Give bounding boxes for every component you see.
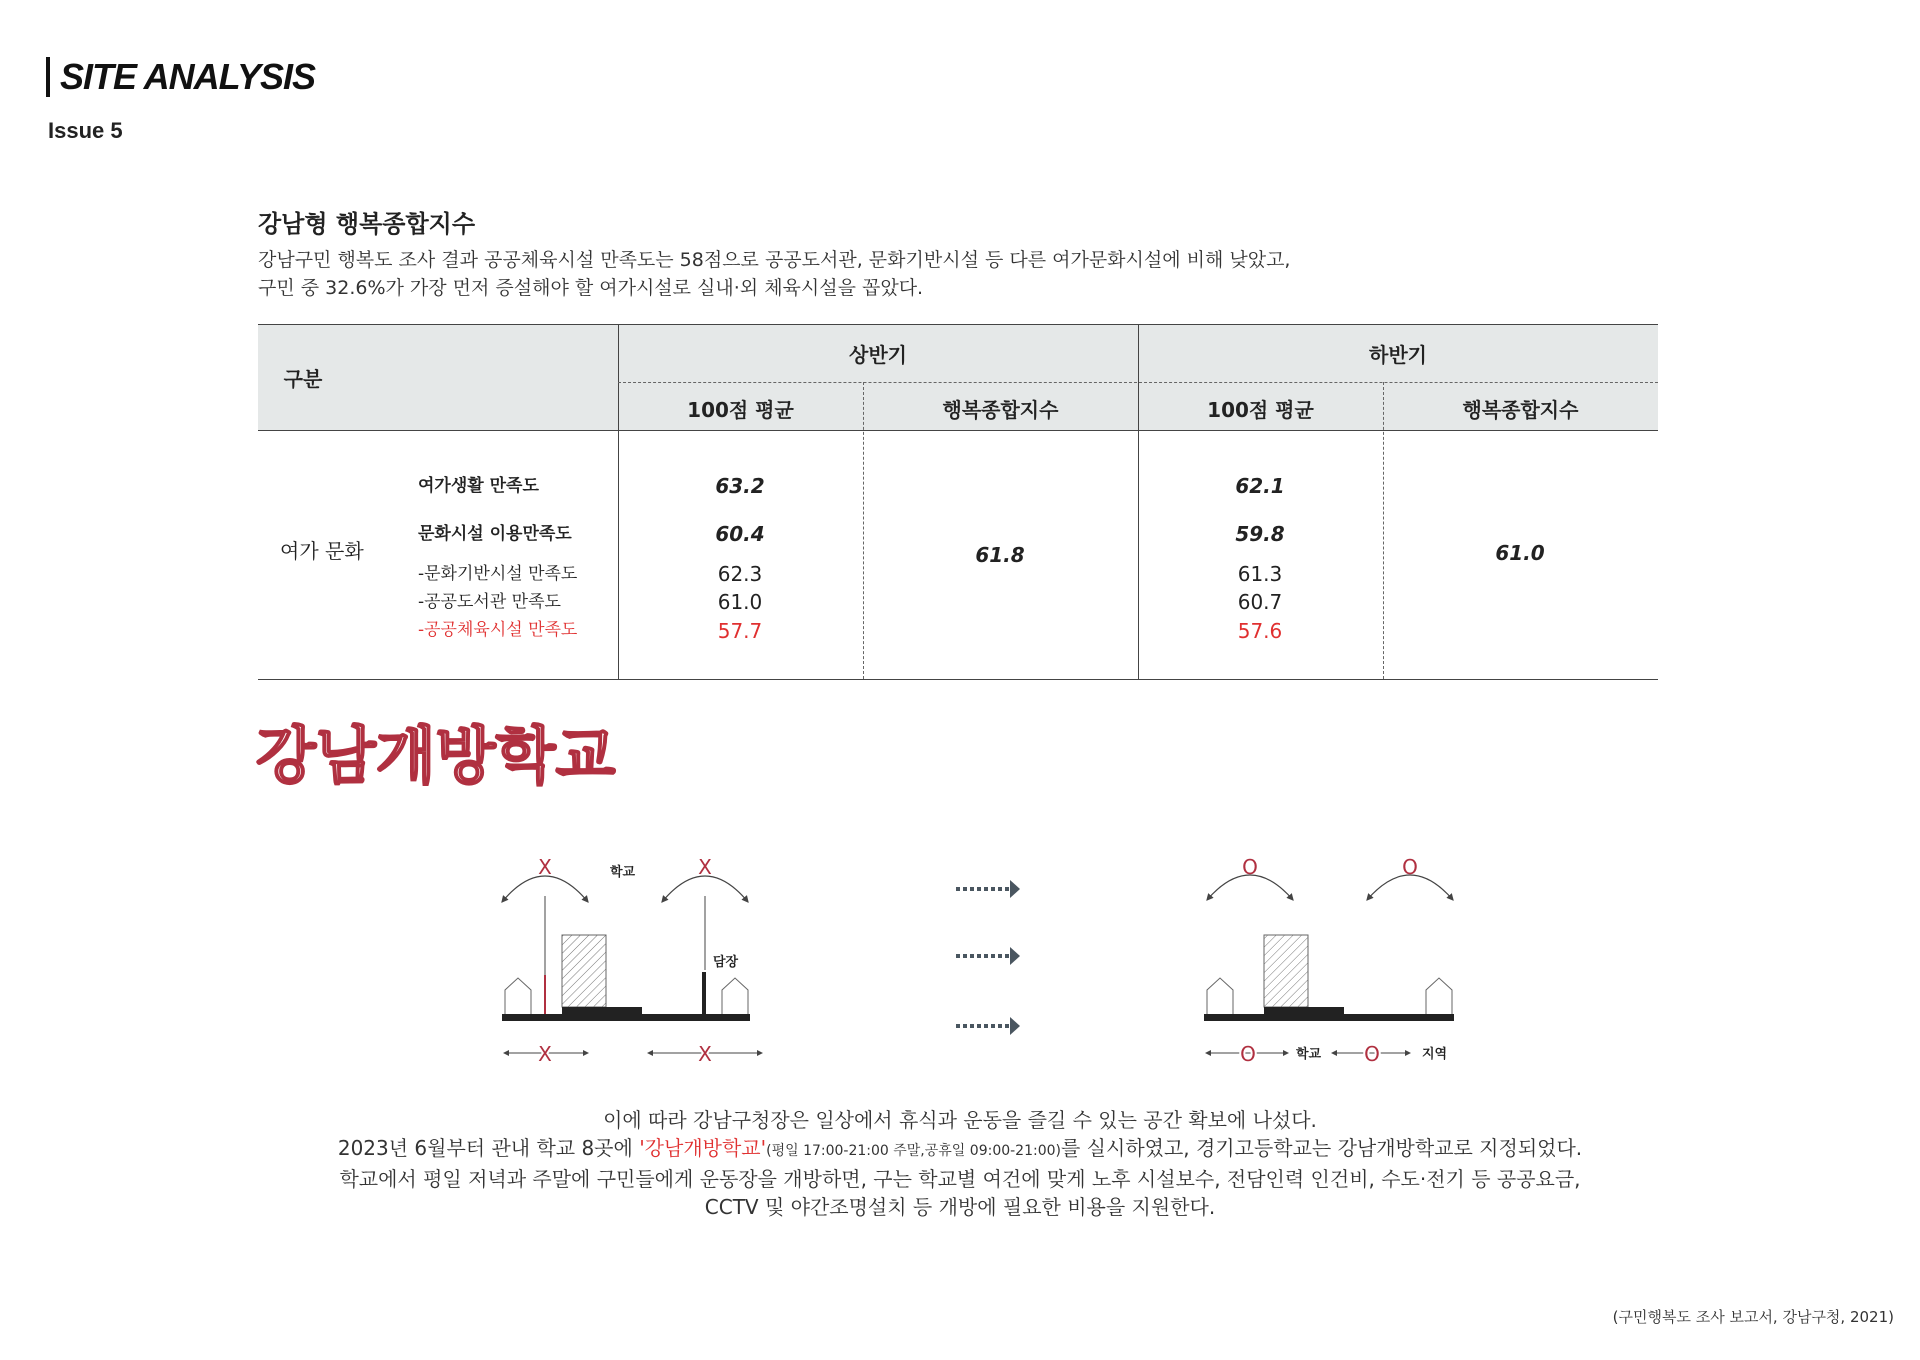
value-cell: 61.0 — [717, 590, 763, 614]
open-school-title: 강남개방학교 — [256, 719, 616, 792]
blocked-mark: X — [538, 1042, 552, 1066]
open-mark: O — [1364, 1042, 1380, 1066]
open-mark: O — [1240, 1042, 1256, 1066]
issue-label: Issue 5 — [48, 118, 123, 143]
header-divider — [618, 382, 1658, 383]
ground — [1204, 1014, 1454, 1021]
value-cell: 59.8 — [1235, 522, 1285, 546]
ground — [502, 1014, 750, 1021]
paragraph-text: 2023년 6월부터 관내 학교 8곳에 — [337, 1136, 640, 1160]
school-building — [1264, 935, 1308, 1007]
value-cell: 62.3 — [717, 562, 763, 586]
wall-label: 담장 — [713, 955, 739, 970]
open-mark: O — [1402, 855, 1418, 879]
index-header: 행복종합지수 — [942, 398, 1059, 422]
first-half-header: 상반기 — [849, 343, 907, 367]
index-value: 61.0 — [1495, 541, 1545, 565]
arrow-right-icon — [1010, 1017, 1020, 1035]
school-building — [562, 935, 606, 1007]
value-cell: 61.3 — [1237, 562, 1283, 586]
section-description — [258, 246, 1290, 302]
section-title: 강남형 행복종합지수 — [258, 210, 476, 238]
column-divider — [1138, 325, 1139, 679]
region-label: 지역 — [1422, 1047, 1448, 1062]
house-icon — [722, 978, 748, 1015]
house-icon — [1207, 978, 1233, 1015]
blocked-mark: X — [538, 855, 552, 879]
group-label: 여가 문화 — [280, 539, 364, 563]
school-base — [562, 1007, 642, 1015]
house-icon — [505, 978, 531, 1015]
value-cell: 60.4 — [715, 522, 765, 546]
happiness-index-table — [258, 324, 1658, 680]
index-value: 61.8 — [975, 543, 1025, 567]
schedule-text: (평일 17:00-21:00 주말,공휴일 09:00-21:00) — [766, 1143, 1061, 1159]
row-label: -공공도서관 만족도 — [418, 592, 561, 612]
column-divider — [618, 325, 619, 679]
column-divider — [863, 382, 864, 679]
description-line: 강남구민 행복도 조사 결과 공공체육시설 만족도는 58점으로 공공도서관, 문화기반시설 등 다른 여가문화시설에 비해 낮았고, — [258, 249, 1291, 271]
school-label: 학교 — [610, 865, 636, 880]
open-mark: O — [1242, 855, 1258, 879]
paragraph-line: CCTV 및 야간조명설치 등 개방에 필요한 비용을 지원한다. — [704, 1195, 1216, 1219]
arrow-right-icon — [1010, 947, 1020, 965]
value-cell: 62.1 — [1235, 474, 1285, 498]
value-cell-highlight: 57.6 — [1237, 619, 1283, 643]
page-title-text: SITE ANALYSIS — [60, 56, 316, 97]
column-divider — [1383, 382, 1384, 679]
school-label: 학교 — [1296, 1047, 1322, 1062]
paragraph-line: 학교에서 평일 저녁과 주말에 구민들에게 운동장을 개방하면, 구는 학교별 여건에 맞게 노후 시설보수, 전담인력 인건비, 수도·전기 등 공공요금, — [339, 1167, 1581, 1191]
arrow-right-icon — [1010, 880, 1020, 898]
house-icon — [1426, 978, 1452, 1015]
after-scene — [1204, 855, 1454, 1066]
value-cell-highlight: 57.7 — [717, 619, 763, 643]
body-paragraph — [0, 1106, 1920, 1221]
value-cell: 63.2 — [715, 474, 765, 498]
row-label: 여가생활 만족도 — [418, 476, 539, 496]
row-label: -문화기반시설 만족도 — [418, 564, 578, 584]
before-scene — [502, 855, 762, 1066]
page-title — [46, 56, 315, 98]
blocked-mark: X — [698, 855, 712, 879]
highlight-text: '강남개방학교' — [639, 1136, 767, 1160]
title-bar-divider — [46, 57, 50, 97]
paragraph-text: 를 실시하였고, 경기고등학교는 강남개방학교로 지정되었다. — [1061, 1136, 1583, 1160]
value-cell: 60.7 — [1237, 590, 1283, 614]
transition-arrows — [956, 880, 1020, 1035]
row-label: 문화시설 이용만족도 — [418, 524, 572, 544]
row-label-highlight: -공공체육시설 만족도 — [418, 620, 578, 640]
source-citation: (구민행복도 조사 보고서, 강남구청, 2021) — [1612, 1308, 1894, 1326]
school-wall — [702, 972, 706, 1016]
description-line: 구민 중 32.6%가 가장 먼저 증설해야 할 여가시설로 실내·외 체육시설을 꼽았다. — [258, 277, 924, 299]
blocked-mark: X — [698, 1042, 712, 1066]
school-base — [1264, 1007, 1344, 1015]
avg-header: 100점 평균 — [1207, 398, 1314, 422]
second-half-header: 하반기 — [1369, 343, 1427, 367]
open-school-diagram — [480, 840, 1460, 1080]
category-header: 구분 — [283, 367, 323, 391]
paragraph-line — [0, 1134, 1920, 1165]
paragraph-line: 이에 따라 강남구청장은 일상에서 휴식과 운동을 즐길 수 있는 공간 확보에 나섰다. — [603, 1108, 1317, 1132]
avg-header: 100점 평균 — [687, 398, 794, 422]
index-header: 행복종합지수 — [1462, 398, 1579, 422]
